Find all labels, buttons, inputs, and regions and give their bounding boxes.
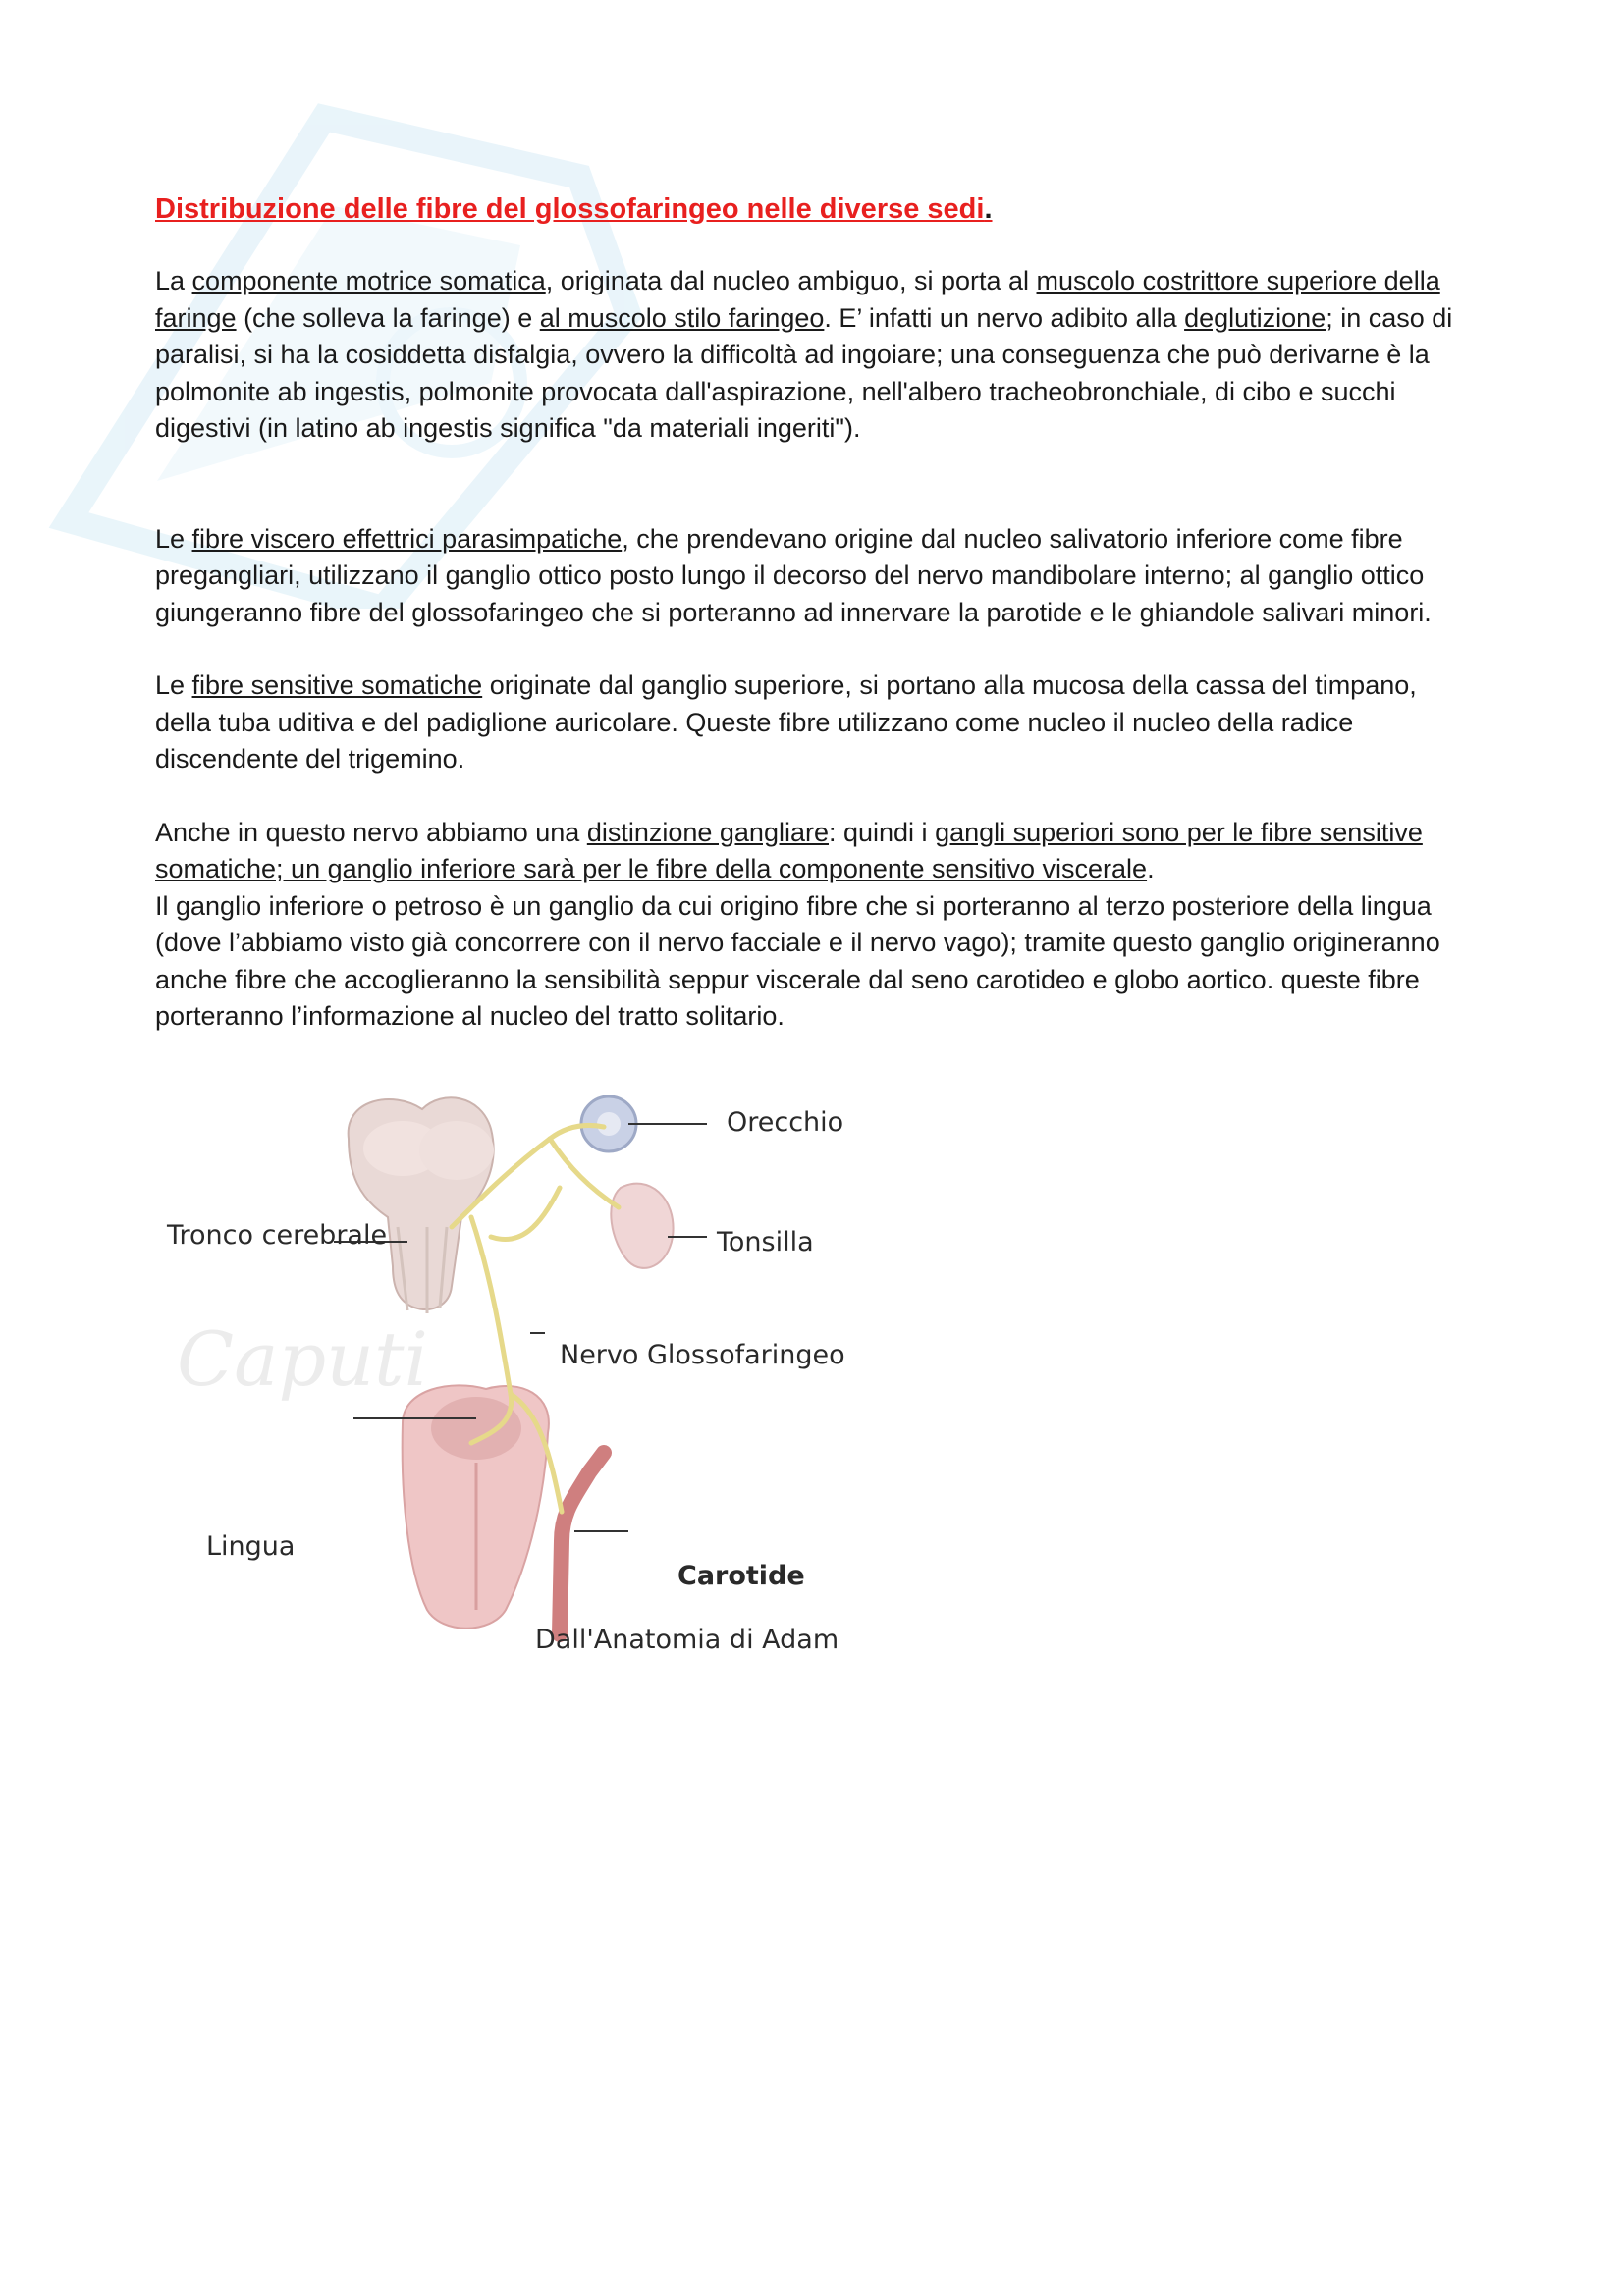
label-carotid: Carotide: [677, 1561, 805, 1591]
label-credit: Dall'Anatomia di Adam: [535, 1625, 839, 1655]
tongue-illustration: [403, 1385, 549, 1628]
label-ear: Orecchio: [727, 1107, 844, 1138]
signature-watermark: Caputi: [177, 1315, 428, 1403]
paragraph-motor-component: La componente motrice somatica, originata dal nucleo ambiguo, si porta al muscolo costrittore superiore della faringe (che solleva la faringe) e al muscolo stilo faringeo. E’ infatti un nervo adibito alla deglutizione; in caso di paralisi, si ha la cosiddetta disfalgia, ovvero la difficoltà ad ingoiare; una conseguenza che può derivarne è la polmonite ab ingestis, polmonite provocata dall'aspirazione, nell'albero tracheobronchiale, di cibo e succhi digestivi (in latino ab ingestis significa "da materiali ingeriti").: [155, 266, 1453, 443]
label-tonsil: Tonsilla: [717, 1227, 814, 1257]
carotid-artery-illustration: [560, 1453, 604, 1634]
paragraph-parasympathetic-fibers: Le fibre viscero effettrici parasimpatiche, che prendevano origine dal nucleo salivatorio inferiore come fibre pregangliari, utilizzano il ganglio ottico posto lungo il decorso del nervo mandibolare interno; al ganglio ottico giungeranno fibre del glossofaringeo che si porteranno ad innervare la parotide e le ghiandole salivari minori.: [155, 523, 1432, 627]
paragraph-somatic-sensory-fibers: Le fibre sensitive somatiche originate dal ganglio superiore, si portano alla mucosa della cassa del timpano, della tuba uditiva e del padiglione auricolare. Queste fibre utilizzano come nucleo il nucleo della radice discendente del trigemino.: [155, 670, 1417, 774]
label-tongue: Lingua: [206, 1531, 296, 1562]
paragraph-ganglion-distinction: Anche in questo nervo abbiamo una distinzione gangliare: quindi i gangli superiori sono per le fibre sensitive somatiche; un ganglio inferiore sarà per le fibre della componente sensitivo viscerale. Il ganglio inferiore o petroso è un ganglio da cui origino fibre che si porteranno al terzo posteriore della lingua (dove l’abbiamo visto già concorrere con il nervo facciale e il nervo vago); tramite questo ganglio origineranno anche fibre che accoglieranno la sensibilità seppur viscerale dal seno carotideo e globo aortico. queste fibre porteranno l’informazione al nucleo del tratto solitario.: [155, 817, 1440, 1031]
label-glossopharyngeal-nerve: Nervo Glossofaringeo: [560, 1340, 845, 1370]
page-title: Distribuzione delle fibre del glossofaringeo nelle diverse sedi.: [155, 193, 993, 225]
glossopharyngeal-nerve-figure: [157, 1080, 903, 1669]
document-body: [155, 191, 1471, 1036]
label-brainstem: Tronco cerebrale: [167, 1220, 388, 1251]
tonsil-illustration: [611, 1184, 673, 1268]
